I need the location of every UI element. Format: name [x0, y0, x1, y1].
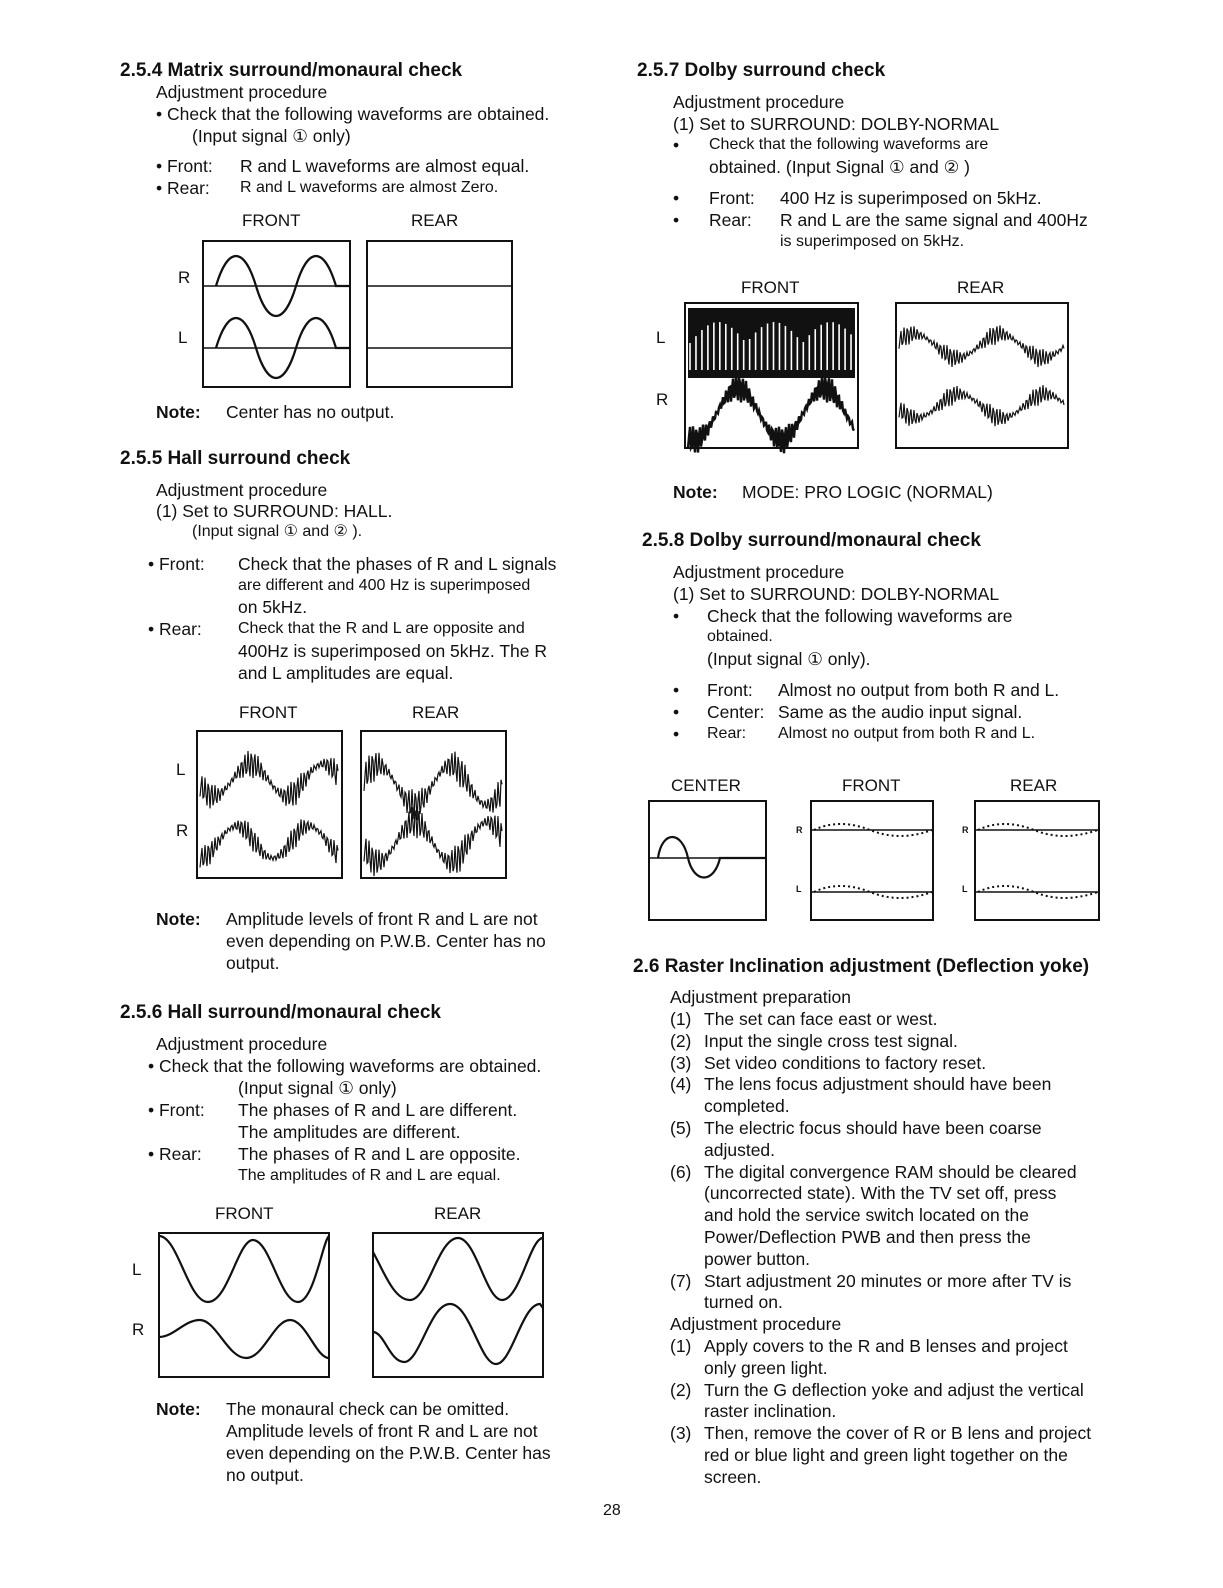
front-key: Front: — [707, 680, 753, 700]
step-text: (1) Set to SURROUND: DOLBY-NORMAL — [673, 114, 1000, 134]
section-subtitle: Adjustment procedure — [673, 92, 845, 112]
label-rear: REAR — [1010, 776, 1058, 795]
label-rear: REAR — [957, 278, 1005, 297]
note-value: Center has no output. — [226, 402, 395, 422]
section-subtitle: Adjustment procedure — [673, 562, 845, 582]
step-text: Check that the following waveforms are — [709, 136, 989, 153]
label-front: FRONT — [842, 776, 901, 795]
list-item-number: (5) — [670, 1118, 692, 1138]
rear-value: R and L waveforms are almost Zero. — [240, 179, 499, 196]
list-item-line: adjusted. — [704, 1139, 776, 1160]
note-line: even depending on P.W.B. Center has no — [226, 931, 546, 951]
tiny-l: L — [796, 884, 802, 894]
label-rear: REAR — [411, 211, 459, 230]
rear-line: The phases of R and L are opposite. — [238, 1144, 521, 1164]
note-key: Note: — [673, 482, 718, 502]
prep-title: Adjustment preparation — [670, 987, 851, 1007]
rear-value: Almost no output from both R and L. — [778, 725, 1036, 742]
note-value: MODE: PRO LOGIC (NORMAL) — [742, 482, 993, 502]
list-item-line: Apply covers to the R and B lenses and project — [704, 1336, 1068, 1356]
section-subtitle: Adjustment procedure — [156, 82, 328, 102]
waveform-rear-256 — [372, 1232, 546, 1380]
label-r: R — [132, 1320, 145, 1339]
waveform-rear-257 — [895, 302, 1071, 450]
bullet-dot: • — [673, 680, 680, 700]
waveform-front-256 — [158, 1232, 332, 1380]
label-r: R — [656, 390, 669, 409]
note-line: no output. — [226, 1465, 304, 1485]
step-text: obtained. — [707, 628, 773, 645]
list-item-line: The lens focus adjustment should have been — [704, 1074, 1052, 1095]
bullet-text: (Input signal ① only) — [238, 1078, 397, 1098]
bullet-text: • Check that the following waveforms are obtained. — [148, 1056, 542, 1076]
list-item-line: screen. — [704, 1466, 762, 1487]
rear-line: The amplitudes of R and L are equal. — [238, 1167, 501, 1184]
rear-key: • Rear: — [156, 178, 210, 198]
label-l: L — [178, 328, 188, 347]
waveform-rear-258 — [974, 800, 1102, 922]
bullet-dot: • — [673, 210, 680, 230]
step-text: (1) Set to SURROUND: DOLBY-NORMAL — [673, 584, 1000, 604]
label-front: FRONT — [239, 703, 298, 722]
front-value: R and L waveforms are almost equal. — [240, 156, 530, 176]
front-value: 400 Hz is superimposed on 5kHz. — [780, 188, 1042, 208]
note-line: Amplitude levels of front R and L are not — [226, 909, 538, 929]
note-line: The monaural check can be omitted. — [226, 1399, 510, 1419]
list-item-line: raster inclination. — [704, 1401, 837, 1422]
label-front: FRONT — [242, 211, 301, 230]
label-front: FRONT — [741, 278, 800, 297]
list-item-line: (uncorrected state). With the TV set off, press — [704, 1183, 1057, 1204]
waveform-rear-255 — [360, 730, 508, 880]
list-item-number: (3) — [670, 1052, 692, 1073]
list-item-line: The digital convergence RAM should be cleared — [704, 1161, 1077, 1182]
label-r: R — [178, 268, 191, 287]
bullet-dot: • — [673, 135, 680, 155]
note-line: output. — [226, 953, 280, 973]
label-rear: REAR — [412, 703, 460, 722]
step-text: (Input signal ① and ② ). — [192, 523, 363, 540]
front-line: are different and 400 Hz is superimposed — [238, 577, 531, 594]
waveform-center-258 — [648, 800, 768, 922]
tiny-r: R — [962, 825, 969, 835]
list-item-line: Input the single cross test signal. — [704, 1030, 958, 1051]
rear-line: and L amplitudes are equal. — [238, 663, 454, 683]
front-line: The phases of R and L are different. — [238, 1100, 518, 1120]
rear-line: R and L are the same signal and 400Hz — [780, 210, 1088, 230]
page-number: 28 — [603, 1502, 621, 1519]
list-item-line: Then, remove the cover of R or B lens and project — [704, 1423, 1092, 1444]
bullet-text: (Input signal ① only) — [192, 126, 351, 146]
step-text: obtained. (Input Signal ① and ② ) — [709, 157, 970, 177]
list-item-number: (2) — [670, 1030, 692, 1051]
note-key: Note: — [156, 402, 201, 422]
section-title-2-6: 2.6 Raster Inclination adjustment (Deflection yoke) — [633, 956, 1090, 977]
rear-line: is superimposed on 5kHz. — [780, 233, 965, 250]
waveform-front-257 — [684, 302, 860, 450]
list-item-line: only green light. — [704, 1357, 828, 1378]
rear-key: • Rear: — [148, 619, 202, 639]
section-title-2-5-4: 2.5.4 Matrix surround/monaural check — [120, 60, 463, 81]
note-line: Amplitude levels of front R and L are not — [226, 1421, 538, 1441]
front-key: • Front: — [148, 554, 205, 574]
step-text: (Input signal ① only). — [707, 649, 871, 669]
center-value: Same as the audio input signal. — [778, 702, 1023, 722]
section-subtitle: Adjustment procedure — [156, 1034, 328, 1054]
section-title-2-5-6: 2.5.6 Hall surround/monaural check — [120, 1002, 441, 1023]
section-title-2-5-7: 2.5.7 Dolby surround check — [637, 60, 886, 81]
front-key: • Front: — [148, 1100, 205, 1120]
rear-line: Check that the R and L are opposite and — [238, 620, 525, 637]
list-item-number: (6) — [670, 1161, 692, 1182]
proc-title: Adjustment procedure — [670, 1314, 842, 1334]
list-item-number: (1) — [670, 1336, 692, 1356]
step-text: Check that the following waveforms are — [707, 606, 1013, 626]
center-key: Center: — [707, 702, 765, 722]
section-subtitle: Adjustment procedure — [156, 480, 328, 500]
list-item-line: Start adjustment 20 minutes or more after TV is — [704, 1270, 1072, 1291]
step-text: (1) Set to SURROUND: HALL. — [156, 501, 393, 521]
list-item-number: (3) — [670, 1423, 692, 1444]
list-item-line: power button. — [704, 1248, 811, 1269]
list-item-line: Power/Deflection PWB and then press the — [704, 1227, 1031, 1247]
front-line: The amplitudes are different. — [238, 1122, 461, 1142]
list-item-line: and hold the service switch located on the — [704, 1205, 1029, 1226]
tiny-l: L — [962, 884, 968, 894]
label-l: L — [176, 760, 186, 779]
rear-key: Rear: — [707, 725, 747, 742]
rear-key: • Rear: — [148, 1144, 202, 1164]
bullet-dot: • — [673, 724, 680, 744]
waveform-front-255 — [196, 730, 344, 880]
label-l: L — [656, 328, 666, 347]
list-item-number: (1) — [670, 1009, 692, 1029]
list-item-line: Turn the G deflection yoke and adjust the vertical — [704, 1379, 1084, 1400]
rear-key: Rear: — [709, 210, 752, 230]
section-title-2-5-5: 2.5.5 Hall surround check — [120, 448, 351, 469]
list-item-line: turned on. — [704, 1292, 783, 1313]
list-item-number: (2) — [670, 1379, 692, 1400]
list-item-line: completed. — [704, 1096, 790, 1117]
waveform-front-254 — [202, 240, 352, 390]
list-item-number: (4) — [670, 1074, 692, 1095]
label-center: CENTER — [671, 776, 741, 795]
tiny-r: R — [796, 825, 803, 835]
section-title-2-5-8: 2.5.8 Dolby surround/monaural check — [642, 530, 981, 551]
label-rear: REAR — [434, 1204, 482, 1223]
list-item-line: red or blue light and green light together on the — [704, 1445, 1068, 1465]
rear-line: 400Hz is superimposed on 5kHz. The R — [238, 641, 547, 661]
waveform-rear-254 — [366, 240, 516, 390]
front-line: Check that the phases of R and L signals — [238, 554, 557, 574]
bullet-dot: • — [673, 188, 680, 208]
label-r: R — [176, 821, 189, 840]
bullet-dot: • — [673, 702, 680, 722]
waveform-front-258 — [810, 800, 936, 922]
note-line: even depending on the P.W.B. Center has — [226, 1443, 551, 1463]
note-key: Note: — [156, 1399, 201, 1419]
list-item-number: (7) — [670, 1270, 692, 1291]
label-front: FRONT — [215, 1204, 274, 1223]
list-item-line: Set video conditions to factory reset. — [704, 1052, 987, 1073]
bullet-text: • Check that the following waveforms are obtained. — [156, 104, 550, 124]
front-line: on 5kHz. — [238, 597, 308, 617]
list-item-line: The electric focus should have been coarse — [704, 1118, 1042, 1138]
list-item-line: The set can face east or west. — [704, 1009, 938, 1029]
front-key: Front: — [709, 188, 755, 208]
front-value: Almost no output from both R and L. — [778, 680, 1060, 700]
bullet-dot: • — [673, 606, 680, 626]
front-key: • Front: — [156, 156, 213, 176]
note-key: Note: — [156, 909, 201, 929]
label-l: L — [132, 1260, 142, 1279]
